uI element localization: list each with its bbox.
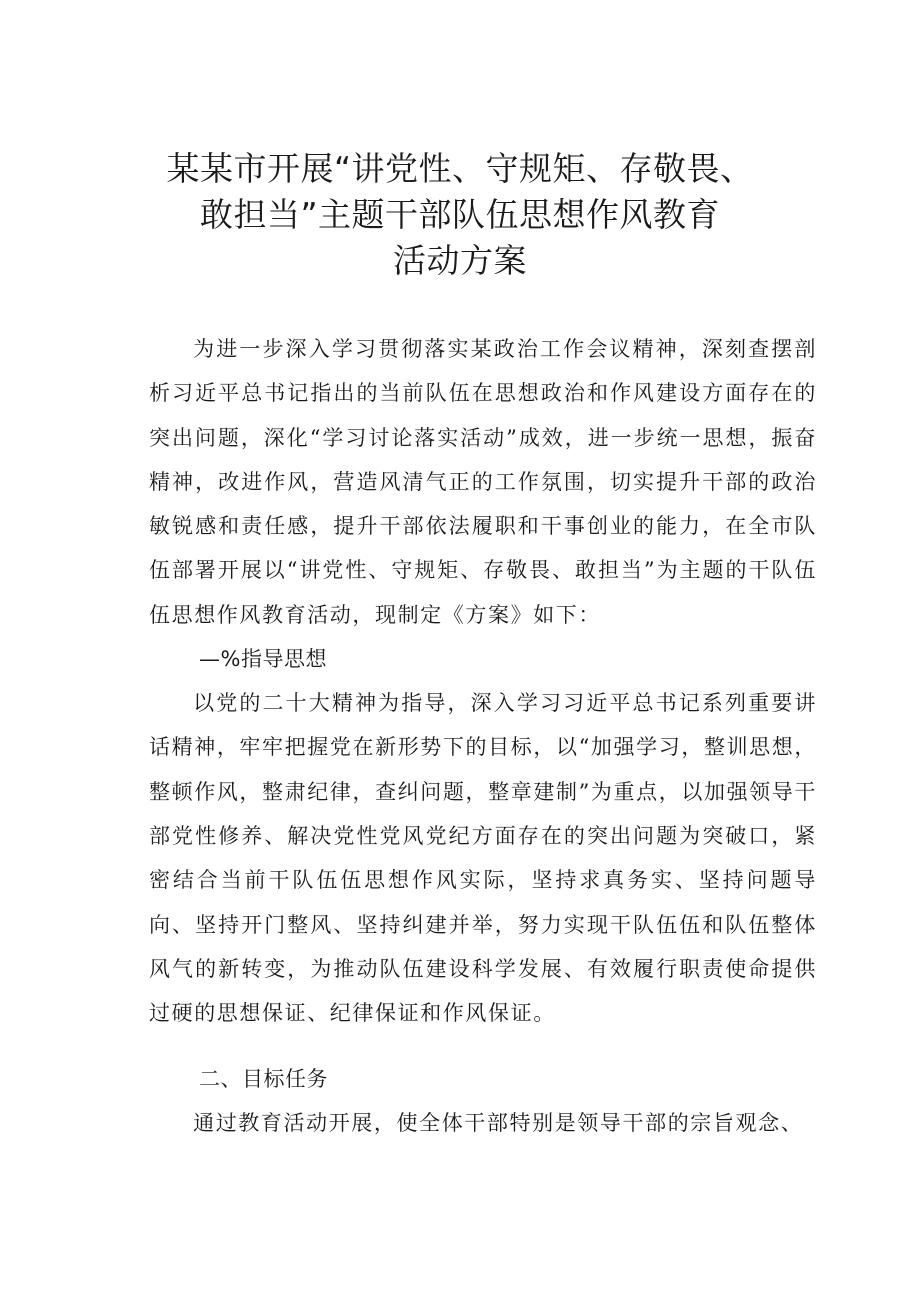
title-line-2: 敢担当”主题干部队伍思想作风教育	[199, 195, 721, 234]
section-2-paragraph: 通过教育活动开展，使全体干部特别是领导干部的宗旨观念、	[193, 1111, 804, 1136]
document-body	[149, 327, 817, 1146]
section-1-heading: —%指导思想	[199, 647, 327, 672]
section-1-paragraph: 以党的二十大精神为指导，深入学习习近平总书记系列重要讲话精神，牢牢把握党在新形势下的目标，以“加强学习，整训思想，整顿作风，整肃纪律，查纠问题，整章建制”为重点，以加强领导干部党性修养、解决党性党风党纪方面存在的突出问题为突破口，紧密结合当前干队伍伍思想作风实际，坚持求真务实、坚持问题导向、坚持开门整风、坚持纠建并举，努力实现干队伍伍和队伍整体风气的新转变，为推动队伍建设科学发展、有效履行职责使命提供过硬的思想保证、纪律保证和作风保证。	[149, 691, 817, 1026]
title-line-3: 活动方案	[393, 241, 527, 280]
intro-paragraph: 为进一步深入学习贯彻落实某政治工作会议精神，深刻查摆剖析习近平总书记指出的当前队伍在思想政治和作风建设方面存在的突出问题，深化“学习讨论落实活动”成效，进一步统一思想，振奋精神，改进作风，营造风清气正的工作氛围，切实提升干部的政治敏锐感和责任感，提升干部依法履职和干事创业的能力，在全市队伍部署开展以“讲党性、守规矩、存敬畏、敢担当”为主题的干队伍伍思想作风教育活动，现制定《方案》如下：	[149, 337, 817, 627]
section-2-heading: 二、目标任务	[199, 1067, 328, 1092]
document-title	[120, 146, 800, 284]
title-line-1: 某某市开展“讲党性、守规矩、存敬畏、	[166, 149, 754, 188]
